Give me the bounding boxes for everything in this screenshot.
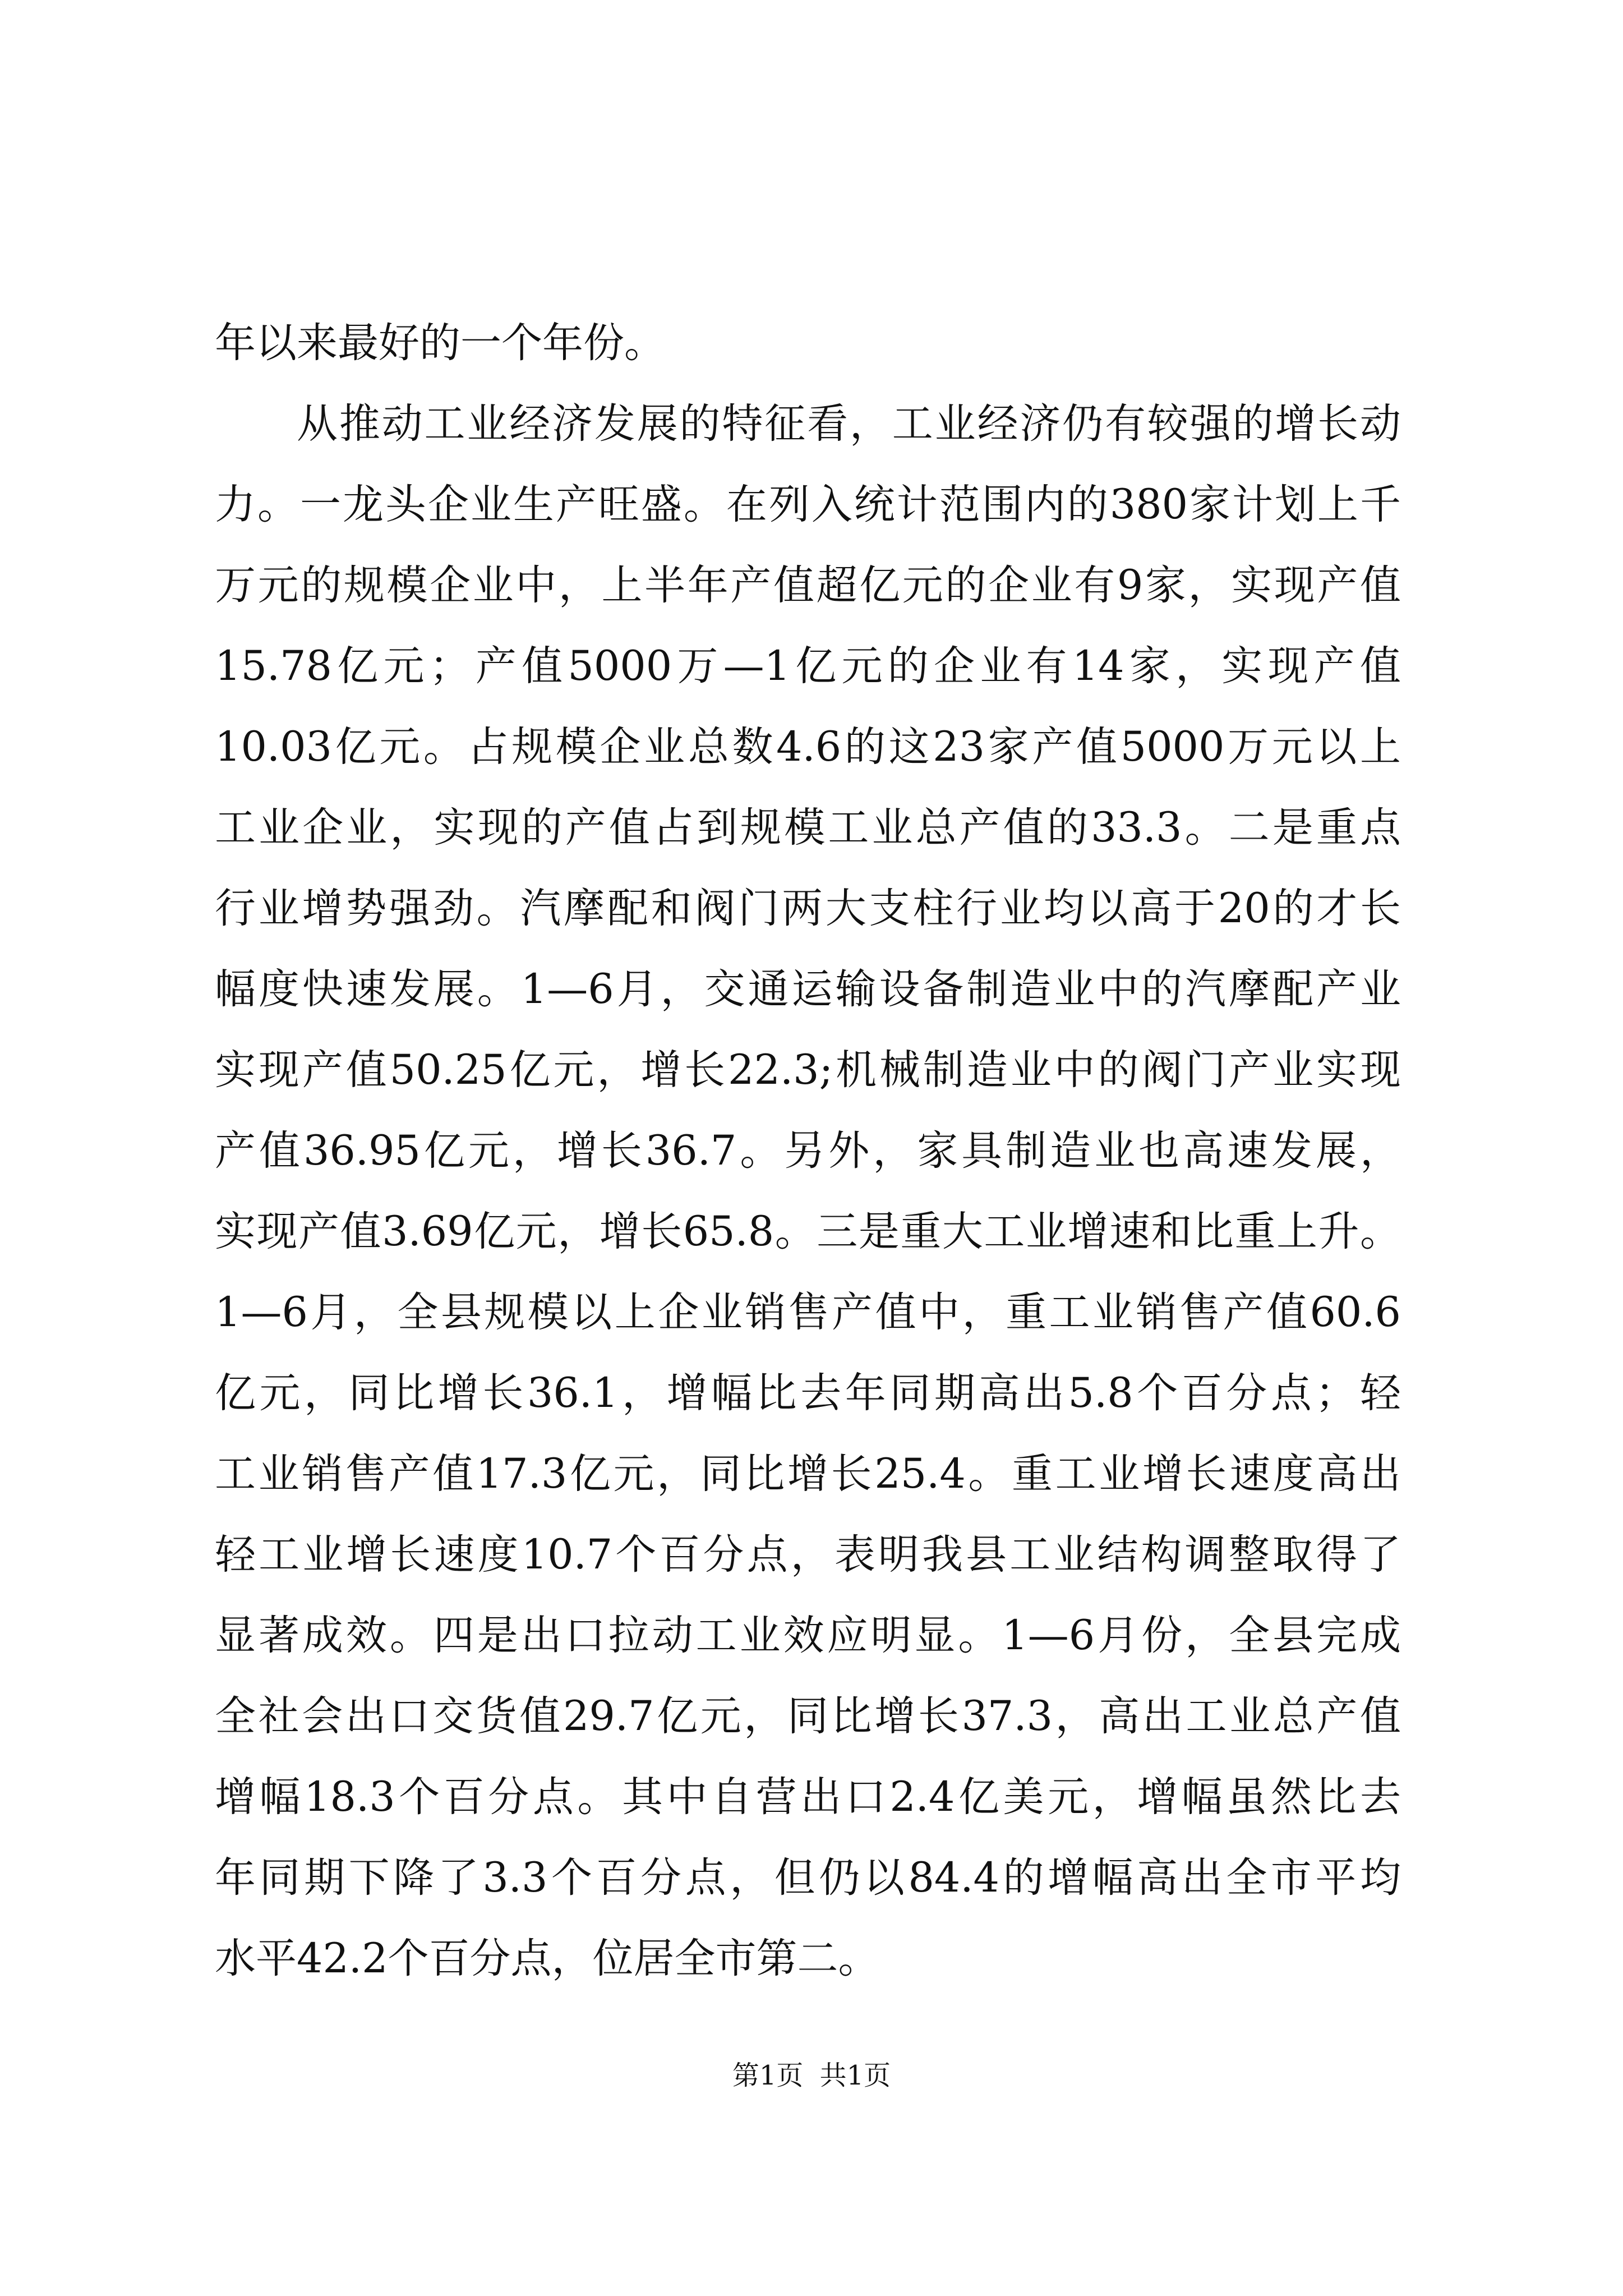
body-line: 产值36.95亿元，增长36.7。另外，家具制造业也高速发展，: [215, 1127, 1401, 1175]
body-line: 实现产值3.69亿元，增长65.8。三是重大工业增速和比重上升。: [215, 1208, 1401, 1255]
body-line: 增幅18.3个百分点。其中自营出口2.4亿美元，增幅虽然比去: [215, 1773, 1401, 1821]
document-body: [215, 303, 1401, 1999]
page-number-label: 第1页 共1页: [732, 2060, 891, 2091]
body-line: 15.78亿元；产值5000万—1亿元的企业有14家，实现产值: [215, 642, 1401, 690]
body-line: 10.03亿元。占规模企业总数4.6的这23家产值5000万元以上: [215, 723, 1401, 771]
body-line: 轻工业增长速度10.7个百分点，表明我县工业结构调整取得了: [215, 1531, 1401, 1579]
page-footer: [0, 2059, 1623, 2092]
body-line: 力。一龙头企业生产旺盛。在列入统计范围内的380家计划上千: [215, 481, 1401, 528]
paragraph-industrial-growth: [215, 384, 1401, 1999]
body-line: 全社会出口交货值29.7亿元，同比增长37.3，高出工业总产值: [215, 1692, 1401, 1740]
body-line: 1—6月，全县规模以上企业销售产值中，重工业销售产值60.6: [215, 1289, 1401, 1336]
body-line: 工业企业，实现的产值占到规模工业总产值的33.3。二是重点: [215, 804, 1401, 852]
body-line: 显著成效。四是出口拉动工业效应明显。1—6月份，全县完成: [215, 1612, 1401, 1659]
body-line: 万元的规模企业中，上半年产值超亿元的企业有9家，实现产值: [215, 562, 1401, 609]
paragraph-continuation: [215, 303, 1401, 384]
body-line: 工业销售产值17.3亿元，同比增长25.4。重工业增长速度高出: [215, 1450, 1401, 1498]
body-line: 幅度快速发展。1—6月，交通运输设备制造业中的汽摩配产业: [215, 965, 1401, 1013]
body-line: 年同期下降了3.3个百分点，但仍以84.4的增幅高出全市平均: [215, 1854, 1401, 1902]
body-line: 水平42.2个百分点，位居全市第二。: [215, 1935, 879, 1982]
body-line: 从推动工业经济发展的特征看，工业经济仍有较强的增长动: [297, 400, 1401, 448]
body-line: 年以来最好的一个年份。: [215, 319, 665, 367]
body-line: 行业增势强劲。汽摩配和阀门两大支柱行业均以高于20的才长: [215, 885, 1401, 932]
body-line: 实现产值50.25亿元，增长22.3;机械制造业中的阀门产业实现: [215, 1046, 1401, 1094]
body-line: 亿元，同比增长36.1，增幅比去年同期高出5.8个百分点；轻: [215, 1369, 1401, 1417]
